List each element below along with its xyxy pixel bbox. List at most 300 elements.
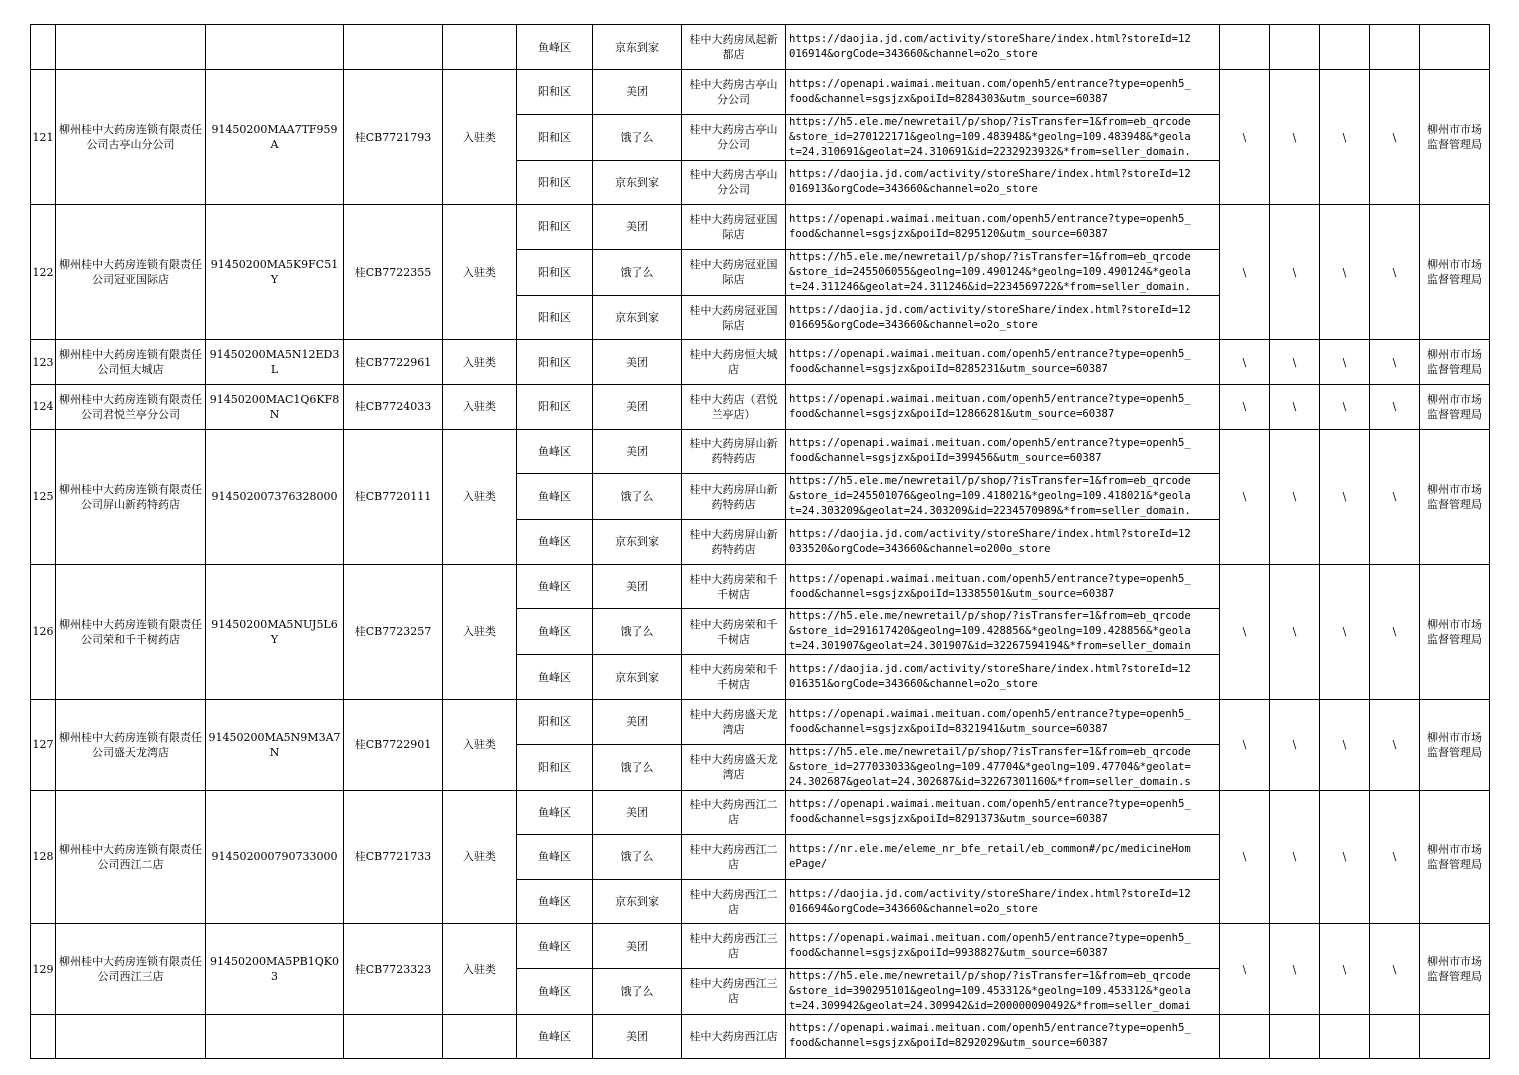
district-cell <box>517 564 593 609</box>
row-number-cell-text: 122 <box>32 265 54 279</box>
store-url-cell[interactable] <box>786 879 1220 924</box>
platform-cell-text: 饿了么 <box>620 984 654 998</box>
platform-cell-text: 京东到家 <box>615 895 659 909</box>
row-number-cell <box>31 790 56 924</box>
store-url-line[interactable]: 016914&orgCode=343660&channel=o2o_store <box>789 48 1038 60</box>
district-cell-text: 鱼峰区 <box>538 535 571 549</box>
extra-column-cell <box>1220 1014 1270 1058</box>
platform-cell <box>593 879 682 924</box>
row-number-cell-text: 121 <box>32 130 54 144</box>
regulatory-authority-cell-text: 柳州市市场监督管理局 <box>1427 730 1482 759</box>
store-name-cell <box>682 924 786 969</box>
company-name-cell <box>56 205 206 340</box>
store-url-line[interactable]: https://openapi.waimai.meituan.com/openh5/entrance?type=openh5_ <box>789 1022 1191 1035</box>
extra-column-cell-text: \ <box>1242 355 1247 369</box>
extra-column-cell-text: \ <box>1392 738 1397 752</box>
platform-cell <box>593 114 682 160</box>
regulatory-authority-cell <box>1420 70 1490 205</box>
platform-cell-text: 京东到家 <box>615 311 659 325</box>
entry-type-cell <box>443 924 517 1015</box>
extra-column-cell <box>1370 205 1420 340</box>
district-cell <box>517 1014 593 1058</box>
credit-code-cell-text: 91450200MAC1Q6KF8N <box>209 392 340 421</box>
table-row <box>31 790 1490 835</box>
entry-type-cell <box>443 25 517 70</box>
store-url-cell[interactable] <box>786 70 1220 115</box>
platform-cell-text: 饿了么 <box>620 490 654 504</box>
entry-type-cell-text: 入驻类 <box>463 355 496 369</box>
regulatory-authority-cell-text: 柳州市市场监督管理局 <box>1427 842 1482 871</box>
store-url-line[interactable]: food&channel=sgsjzx&poiId=8284303&utm_source=60387 <box>789 92 1108 105</box>
extra-column-cell-text: \ <box>1392 355 1397 369</box>
store-url-line[interactable]: https://openapi.waimai.meituan.com/openh5/entrance?type=openh5_ <box>789 348 1191 361</box>
credit-code-cell-text: 91450200MA5N9M3A7N <box>208 730 341 759</box>
extra-column-cell-text: \ <box>1242 490 1247 504</box>
store-url-line[interactable]: https://daojia.jd.com/activity/storeShare/index.html?storeId=12 <box>789 33 1191 45</box>
district-cell <box>517 609 593 655</box>
row-number-cell <box>31 340 56 385</box>
store-url-line[interactable]: food&channel=sgsjzx&poiId=8285231&utm_source=60387 <box>789 363 1108 376</box>
platform-cell-text: 京东到家 <box>615 535 659 549</box>
extra-column-cell <box>1320 924 1370 1015</box>
regulatory-authority-cell <box>1420 25 1490 70</box>
company-name-cell <box>56 790 206 924</box>
regulatory-authority-cell-text: 柳州市市场监督管理局 <box>1427 617 1482 646</box>
company-name-cell <box>56 340 206 385</box>
store-url-line[interactable]: t=24.309942&geolat=24.309942&id=200000090492&*from=seller_domai <box>789 999 1191 1012</box>
regulatory-authority-cell-text: 柳州市市场监督管理局 <box>1427 348 1482 377</box>
store-url-line[interactable]: &store_id=291617420&geolng=109.428856&*geolng=109.428856&*geola <box>789 625 1191 638</box>
store-url-cell[interactable] <box>786 924 1220 969</box>
platform-cell <box>593 340 682 385</box>
credit-code-cell-text: 91450200MA5K9FC51Y <box>210 258 339 287</box>
store-url-cell[interactable] <box>786 699 1220 744</box>
store-url-line[interactable]: t=24.303209&geolat=24.303209&id=2234570989&*from=seller_domain. <box>789 505 1191 518</box>
row-number-cell-text: 124 <box>32 400 54 414</box>
district-cell-text: 鱼峰区 <box>538 1029 571 1043</box>
store-url-line[interactable]: https://h5.ele.me/newretail/p/shop/?isTransfer=1&from=eb_qrcode <box>789 475 1191 488</box>
extra-column-cell <box>1270 924 1320 1015</box>
extra-column-cell <box>1270 384 1320 429</box>
company-name-cell-text: 柳州桂中大药房连锁有限责任公司古亭山分公司 <box>59 123 202 152</box>
store-name-cell-text: 桂中大药房荣和千千树店 <box>689 572 778 601</box>
district-cell-text: 阳和区 <box>538 265 571 279</box>
company-name-cell-text: 柳州桂中大药房连锁有限责任公司荣和千千树药店 <box>59 617 202 646</box>
platform-cell-text: 饿了么 <box>620 265 654 279</box>
store-name-cell-text: 桂中大药房盛天龙湾店 <box>689 707 778 736</box>
entry-type-cell <box>443 1014 517 1058</box>
district-cell <box>517 384 593 429</box>
license-number-cell <box>344 564 443 699</box>
credit-code-cell <box>206 564 344 699</box>
store-name-cell <box>682 114 786 160</box>
license-number-cell <box>344 1014 443 1058</box>
store-url-line[interactable]: 24.302687&geolat=24.302687&id=32267301160&*from=seller_domain.s <box>789 775 1191 788</box>
store-url-cell[interactable] <box>786 835 1220 880</box>
store-url-line[interactable]: food&channel=sgsjzx&poiId=8291373&utm_source=60387 <box>789 813 1108 826</box>
store-url-line[interactable]: https://h5.ele.me/newretail/p/shop/?isTransfer=1&from=eb_qrcode <box>789 745 1191 758</box>
extra-column-cell <box>1270 1014 1320 1058</box>
district-cell-text: 阳和区 <box>538 715 571 729</box>
store-name-cell-text: 桂中大药房冠亚国际店 <box>689 212 778 241</box>
extra-column-cell <box>1220 924 1270 1015</box>
extra-column-cell <box>1320 70 1370 205</box>
credit-code-cell-text: 91450200MA5PB1QK03 <box>210 955 339 984</box>
credit-code-cell-text: 91450200MA5NUJ5L6Y <box>211 617 338 646</box>
license-number-cell <box>344 790 443 924</box>
platform-cell-text: 美团 <box>626 939 648 953</box>
platform-cell-text: 美团 <box>626 580 648 594</box>
extra-column-cell <box>1220 25 1270 70</box>
row-number-cell-text: 125 <box>32 490 54 504</box>
store-name-cell <box>682 474 786 520</box>
store-name-cell-text: 桂中大药房西江二店 <box>689 842 778 871</box>
platform-cell-text: 饿了么 <box>620 625 654 639</box>
extra-column-cell-text: \ <box>1392 130 1397 144</box>
district-cell-text: 鱼峰区 <box>538 939 571 953</box>
district-cell <box>517 924 593 969</box>
store-url-cell[interactable] <box>786 609 1220 655</box>
district-cell-text: 鱼峰区 <box>538 444 571 458</box>
extra-column-cell <box>1370 384 1420 429</box>
regulatory-authority-cell <box>1420 384 1490 429</box>
platform-cell <box>593 25 682 70</box>
store-url-line[interactable]: https://h5.ele.me/newretail/p/shop/?isTransfer=1&from=eb_qrcode <box>789 969 1191 982</box>
credit-code-cell-text: 914502000790733000 <box>211 850 338 864</box>
company-name-cell <box>56 429 206 564</box>
extra-column-cell-text: \ <box>1292 962 1297 976</box>
platform-cell <box>593 249 682 295</box>
district-cell-text: 鱼峰区 <box>538 490 571 504</box>
regulatory-authority-cell <box>1420 699 1490 790</box>
store-url-line[interactable]: 016694&orgCode=343660&channel=o2o_store <box>789 902 1038 915</box>
license-number-cell <box>344 340 443 385</box>
company-name-cell-text: 柳州桂中大药房连锁有限责任公司君悦兰亭分公司 <box>59 392 202 421</box>
license-number-cell <box>344 699 443 790</box>
license-number-cell-text: 桂CB7721793 <box>354 130 432 144</box>
license-number-cell <box>344 25 443 70</box>
store-url-cell[interactable] <box>786 968 1220 1014</box>
extra-column-cell <box>1270 564 1320 699</box>
store-url-line[interactable]: https://openapi.waimai.meituan.com/openh5/entrance?type=openh5_ <box>789 212 1191 225</box>
store-url-line[interactable]: &store_id=390295101&geolng=109.453312&*geolng=109.453312&*geola <box>789 984 1191 997</box>
store-url-line[interactable]: ePage/ <box>789 857 828 870</box>
store-name-cell <box>682 968 786 1014</box>
store-url-line[interactable]: 016695&orgCode=343660&channel=o2o_store <box>789 318 1038 331</box>
store-url-line[interactable]: &store_id=277033033&geolng=109.47704&*geolng=109.47704&*geolat= <box>789 760 1191 773</box>
store-name-cell-text: 桂中大药房凤起新都店 <box>689 33 778 61</box>
license-number-cell-text: 桂CB7723257 <box>354 625 432 639</box>
extra-column-cell <box>1270 25 1320 70</box>
store-url-cell[interactable] <box>786 474 1220 520</box>
platform-cell-text: 京东到家 <box>615 175 659 189</box>
extra-column-cell <box>1270 429 1320 564</box>
store-name-cell <box>682 879 786 924</box>
table-row <box>31 699 1490 744</box>
credit-code-cell <box>206 340 344 385</box>
license-number-cell-text: 桂CB7724033 <box>354 400 432 414</box>
district-cell <box>517 520 593 565</box>
store-url-line[interactable]: https://daojia.jd.com/activity/storeShare/index.html?storeId=12 <box>789 887 1191 900</box>
extra-column-cell <box>1270 699 1320 790</box>
regulatory-authority-cell <box>1420 564 1490 699</box>
district-cell-text: 鱼峰区 <box>538 625 571 639</box>
company-name-cell-text: 柳州桂中大药房连锁有限责任公司西江二店 <box>59 842 202 871</box>
extra-column-cell <box>1220 564 1270 699</box>
store-name-cell <box>682 609 786 655</box>
store-url-cell[interactable] <box>786 744 1220 790</box>
store-url-line[interactable]: t=24.301907&geolat=24.301907&id=32267594194&*from=seller_domain <box>789 640 1191 653</box>
extra-column-cell-text: \ <box>1242 400 1247 414</box>
store-url-cell[interactable] <box>786 295 1220 340</box>
row-number-cell-text: 128 <box>32 850 54 864</box>
store-name-cell <box>682 744 786 790</box>
platform-cell-text: 美团 <box>626 444 648 458</box>
extra-column-cell-text: \ <box>1242 738 1247 752</box>
platform-cell <box>593 1014 682 1058</box>
extra-column-cell-text: \ <box>1292 738 1297 752</box>
store-url-line[interactable]: food&channel=sgsjzx&poiId=13385501&utm_source=60387 <box>789 587 1115 600</box>
store-url-cell[interactable] <box>786 655 1220 700</box>
store-url-cell[interactable] <box>786 564 1220 609</box>
store-url-line[interactable]: https://openapi.waimai.meituan.com/openh5/entrance?type=openh5_ <box>789 572 1191 585</box>
row-number-cell <box>31 924 56 1015</box>
store-url-line[interactable]: food&channel=sgsjzx&poiId=8292029&utm_source=60387 <box>789 1037 1108 1050</box>
district-cell-text: 阳和区 <box>538 220 571 234</box>
license-number-cell-text: 桂CB7722961 <box>354 355 432 369</box>
extra-column-cell-text: \ <box>1242 265 1247 279</box>
store-url-line[interactable]: https://openapi.waimai.meituan.com/openh5/entrance?type=openh5_ <box>789 707 1191 720</box>
credit-code-cell <box>206 1014 344 1058</box>
extra-column-cell <box>1320 564 1370 699</box>
row-number-cell-text: 129 <box>32 962 54 976</box>
company-name-cell-text: 柳州桂中大药房连锁有限责任公司屏山新药特药店 <box>59 482 202 511</box>
store-name-cell <box>682 429 786 474</box>
platform-cell <box>593 520 682 565</box>
row-number-cell <box>31 429 56 564</box>
store-url-cell[interactable] <box>786 205 1220 250</box>
platform-cell <box>593 474 682 520</box>
store-url-line[interactable]: https://openapi.waimai.meituan.com/openh5/entrance?type=openh5_ <box>789 77 1191 90</box>
district-cell <box>517 879 593 924</box>
store-url-cell[interactable] <box>786 520 1220 565</box>
license-number-cell-text: 桂CB7722901 <box>354 738 432 752</box>
row-number-cell <box>31 205 56 340</box>
platform-cell <box>593 699 682 744</box>
extra-column-cell <box>1270 205 1320 340</box>
store-name-cell-text: 桂中大药房冠亚国际店 <box>689 258 778 287</box>
entry-type-cell-text: 入驻类 <box>463 400 496 414</box>
extra-column-cell-text: \ <box>1342 850 1347 864</box>
extra-column-cell <box>1370 340 1420 385</box>
extra-column-cell-text: \ <box>1392 490 1397 504</box>
store-name-cell-text: 桂中大药房冠亚国际店 <box>689 303 778 332</box>
extra-column-cell <box>1320 1014 1370 1058</box>
entry-type-cell-text: 入驻类 <box>463 490 496 504</box>
company-name-cell <box>56 564 206 699</box>
extra-column-cell-text: \ <box>1342 265 1347 279</box>
company-name-cell <box>56 1014 206 1058</box>
store-name-cell-text: 桂中大药房古亭山分公司 <box>689 77 778 106</box>
credit-code-cell <box>206 924 344 1015</box>
regulatory-authority-cell <box>1420 429 1490 564</box>
extra-column-cell <box>1370 564 1420 699</box>
company-name-cell-text: 柳州桂中大药房连锁有限责任公司西江三店 <box>59 955 202 984</box>
store-name-cell <box>682 520 786 565</box>
store-url-line[interactable]: https://h5.ele.me/newretail/p/shop/?isTransfer=1&from=eb_qrcode <box>789 610 1191 623</box>
company-name-cell-text: 柳州桂中大药房连锁有限责任公司盛天龙湾店 <box>59 730 202 759</box>
platform-cell-text: 美团 <box>626 400 648 414</box>
extra-column-cell <box>1370 924 1420 1015</box>
store-name-cell-text: 桂中大药房荣和千千树店 <box>689 617 778 646</box>
store-url-line[interactable]: food&channel=sgsjzx&poiId=9938827&utm_source=60387 <box>789 947 1108 960</box>
store-url-line[interactable]: https://daojia.jd.com/activity/storeShare/index.html?storeId=12 <box>789 168 1191 181</box>
extra-column-cell-text: \ <box>1242 850 1247 864</box>
store-url-line[interactable]: https://daojia.jd.com/activity/storeShare/index.html?storeId=12 <box>789 303 1191 316</box>
store-url-cell[interactable] <box>786 1014 1220 1058</box>
company-name-cell <box>56 384 206 429</box>
store-url-cell[interactable] <box>786 429 1220 474</box>
platform-cell <box>593 968 682 1014</box>
store-url-cell[interactable] <box>786 340 1220 385</box>
store-listing-table <box>30 24 1490 1059</box>
extra-column-cell-text: \ <box>1342 490 1347 504</box>
platform-cell-text: 饿了么 <box>620 760 654 774</box>
table-row <box>31 340 1490 385</box>
entry-type-cell-text: 入驻类 <box>463 265 496 279</box>
platform-cell <box>593 295 682 340</box>
district-cell-text: 阳和区 <box>538 175 571 189</box>
store-url-line[interactable]: food&channel=sgsjzx&poiId=12866281&utm_source=60387 <box>789 407 1115 420</box>
regulatory-authority-cell-text: 柳州市市场监督管理局 <box>1427 258 1482 287</box>
company-name-cell-text: 柳州桂中大药房连锁有限责任公司恒大城店 <box>59 348 202 377</box>
table-body <box>31 25 1490 1059</box>
store-url-cell[interactable] <box>786 25 1220 70</box>
district-cell-text: 阳和区 <box>538 85 571 99</box>
platform-cell-text: 美团 <box>626 715 648 729</box>
table-row <box>31 924 1490 969</box>
license-number-cell <box>344 205 443 340</box>
regulatory-authority-cell-text: 柳州市市场监督管理局 <box>1427 482 1482 511</box>
district-cell <box>517 429 593 474</box>
extra-column-cell-text: \ <box>1392 265 1397 279</box>
extra-column-cell <box>1320 340 1370 385</box>
regulatory-authority-cell <box>1420 340 1490 385</box>
district-cell <box>517 790 593 835</box>
extra-column-cell-text: \ <box>1342 130 1347 144</box>
table-row <box>31 1014 1490 1058</box>
company-name-cell <box>56 699 206 790</box>
store-url-cell[interactable] <box>786 114 1220 160</box>
extra-column-cell-text: \ <box>1342 962 1347 976</box>
store-url-line[interactable]: https://openapi.waimai.meituan.com/openh5/entrance?type=openh5_ <box>789 932 1191 945</box>
store-name-cell <box>682 340 786 385</box>
store-url-line[interactable]: food&channel=sgsjzx&poiId=8321941&utm_source=60387 <box>789 722 1108 735</box>
store-name-cell <box>682 249 786 295</box>
credit-code-cell <box>206 25 344 70</box>
entry-type-cell-text: 入驻类 <box>463 625 496 639</box>
district-cell <box>517 474 593 520</box>
platform-cell-text: 饿了么 <box>620 850 654 864</box>
row-number-cell-text: 127 <box>32 738 54 752</box>
extra-column-cell-text: \ <box>1292 850 1297 864</box>
district-cell-text: 鱼峰区 <box>538 580 571 594</box>
store-url-line[interactable]: 016913&orgCode=343660&channel=o2o_store <box>789 183 1038 196</box>
entry-type-cell <box>443 564 517 699</box>
store-url-line[interactable]: &store_id=245501076&geolng=109.418021&*geolng=109.418021&*geola <box>789 490 1191 503</box>
store-url-line[interactable]: &store_id=245506055&geolng=109.490124&*geolng=109.490124&*geola <box>789 265 1191 278</box>
store-url-line[interactable]: https://h5.ele.me/newretail/p/shop/?isTransfer=1&from=eb_qrcode <box>789 115 1191 128</box>
extra-column-cell-text: \ <box>1342 625 1347 639</box>
district-cell-text: 鱼峰区 <box>538 40 571 54</box>
platform-cell-text: 美团 <box>626 85 648 99</box>
extra-column-cell <box>1370 699 1420 790</box>
store-url-cell[interactable] <box>786 249 1220 295</box>
store-url-line[interactable]: https://openapi.waimai.meituan.com/openh5/entrance?type=openh5_ <box>789 437 1191 450</box>
store-name-cell-text: 桂中大药房屏山新药特药店 <box>689 527 778 556</box>
store-url-line[interactable]: https://nr.ele.me/eleme_nr_bfe_retail/eb_common#/pc/medicineHom <box>789 842 1191 855</box>
store-url-line[interactable]: t=24.311246&geolat=24.311246&id=2234569722&*from=seller_domain. <box>789 280 1191 293</box>
platform-cell-text: 京东到家 <box>615 40 659 54</box>
store-url-line[interactable]: food&channel=sgsjzx&poiId=8295120&utm_source=60387 <box>789 227 1108 240</box>
company-name-cell <box>56 70 206 205</box>
store-url-line[interactable]: food&channel=sgsjzx&poiId=399456&utm_source=60387 <box>789 452 1102 465</box>
store-name-cell-text: 桂中大药房恒大城店 <box>689 348 778 377</box>
store-name-cell <box>682 1014 786 1058</box>
district-cell-text: 阳和区 <box>538 400 571 414</box>
extra-column-cell <box>1320 25 1370 70</box>
platform-cell <box>593 70 682 115</box>
entry-type-cell <box>443 340 517 385</box>
store-url-line[interactable]: https://h5.ele.me/newretail/p/shop/?isTransfer=1&from=eb_qrcode <box>789 250 1191 263</box>
store-url-line[interactable]: 016351&orgCode=343660&channel=o2o_store <box>789 678 1038 691</box>
extra-column-cell-text: \ <box>1292 265 1297 279</box>
store-url-line[interactable]: 033520&orgCode=343660&channel=o200o_store <box>789 542 1051 555</box>
store-url-line[interactable]: t=24.310691&geolat=24.310691&id=2232923932&*from=seller_domain. <box>789 145 1191 158</box>
store-url-line[interactable]: &store_id=270122171&geolng=109.483948&*geolng=109.483948&*geola <box>789 130 1191 143</box>
platform-cell-text: 饿了么 <box>620 130 654 144</box>
extra-column-cell-text: \ <box>1392 400 1397 414</box>
row-number-cell-text: 123 <box>32 355 54 369</box>
store-name-cell <box>682 295 786 340</box>
district-cell-text: 鱼峰区 <box>538 895 571 909</box>
platform-cell <box>593 790 682 835</box>
district-cell <box>517 744 593 790</box>
extra-column-cell <box>1320 699 1370 790</box>
store-url-line[interactable]: https://openapi.waimai.meituan.com/openh5/entrance?type=openh5_ <box>789 392 1191 405</box>
extra-column-cell-text: \ <box>1342 355 1347 369</box>
store-url-line[interactable]: https://daojia.jd.com/activity/storeShare/index.html?storeId=12 <box>789 527 1191 540</box>
district-cell-text: 鱼峰区 <box>538 984 571 998</box>
store-url-cell[interactable] <box>786 160 1220 205</box>
platform-cell <box>593 564 682 609</box>
district-cell <box>517 25 593 70</box>
store-url-cell[interactable] <box>786 790 1220 835</box>
store-url-line[interactable]: https://openapi.waimai.meituan.com/openh5/entrance?type=openh5_ <box>789 798 1191 811</box>
regulatory-authority-cell-text: 柳州市市场监督管理局 <box>1427 123 1482 152</box>
platform-cell-text: 美团 <box>626 805 648 819</box>
extra-column-cell <box>1370 25 1420 70</box>
store-url-cell[interactable] <box>786 384 1220 429</box>
extra-column-cell <box>1320 429 1370 564</box>
entry-type-cell-text: 入驻类 <box>463 962 496 976</box>
store-name-cell-text: 桂中大药房西江二店 <box>689 887 778 916</box>
store-name-cell-text: 桂中大药房盛天龙湾店 <box>689 753 778 782</box>
store-url-line[interactable]: https://daojia.jd.com/activity/storeShare/index.html?storeId=12 <box>789 663 1191 676</box>
entry-type-cell <box>443 384 517 429</box>
store-name-cell <box>682 25 786 70</box>
table-row <box>31 384 1490 429</box>
